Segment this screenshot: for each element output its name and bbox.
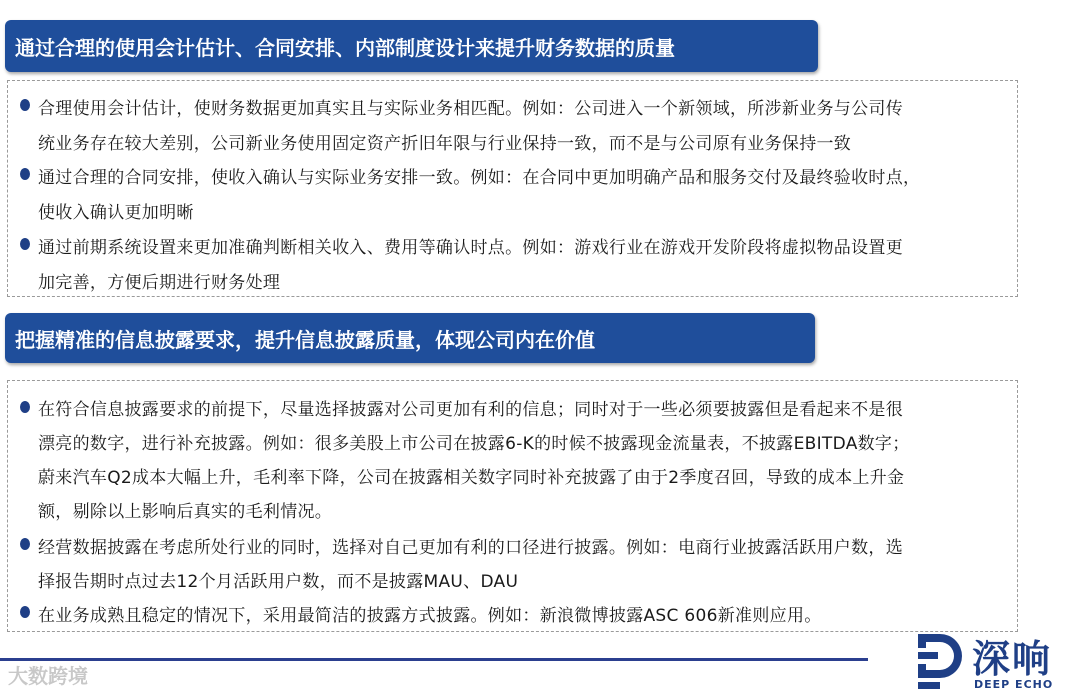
section1-header [5,20,818,72]
bullet-icon [20,168,30,180]
watermark: 大数跨境 [8,664,88,688]
bullet-icon [20,238,30,250]
bullet-text: 漂亮的数字，进行补充披露。例如：很多美股上市公司在披露6-K的时候不披露现金流量表，不披露EBITDA数字； [38,434,910,454]
bullet-text: 择报告期时点过去12个月活跃用户数，而不是披露MAU、DAU [38,572,519,592]
deep-echo-logo [914,630,1076,692]
section1-title: 通过合理的使用会计估计、合同安排、内部制度设计来提升财务数据的质量 [15,35,675,60]
bullet-text: 经营数据披露在考虑所处行业的同时，选择对自己更加有利的口径进行披露。例如：电商行业披露活跃用户数，选 [38,538,903,558]
bullet-text: 加完善，方便后期进行财务处理 [38,273,281,293]
bullet-icon [20,99,30,111]
bullet-text: 蔚来汽车Q2成本大幅上升，毛利率下降，公司在披露相关数字同时补充披露了由于2季度召回，导致的成本上升金 [38,468,905,488]
bullet-text: 使收入确认更加明晰 [38,203,194,223]
footer-divider [0,658,868,661]
bullet-text: 在符合信息披露要求的前提下，尽量选择披露对公司更加有利的信息；同时对于一些必须要披露但是看起来不是很 [38,400,903,420]
bullet-icon [20,538,30,550]
bullet-text: 合理使用会计估计，使财务数据更加真实且与实际业务相匹配。例如：公司进入一个新领域，所涉新业务与公司传 [38,99,903,119]
section2-header [5,313,815,363]
bullet-icon [20,606,30,618]
section2-title: 把握精准的信息披露要求，提升信息披露质量，体现公司内在价值 [15,327,595,352]
logo-text-en: DEEP ECHO [974,678,1054,691]
section1-box [7,80,1018,297]
bullet-text: 统业务存在较大差别，公司新业务使用固定资产折旧年限与行业保持一致，而不是与公司原有业务保持一致 [38,134,852,154]
bullet-text: 额，剔除以上影响后真实的毛利情况。 [38,502,333,522]
bullet-text: 通过前期系统设置来更加准确判断相关收入、费用等确认时点。例如：游戏行业在游戏开发阶段将虚拟物品设置更 [38,238,903,258]
bullet-icon [20,401,30,413]
bullet-text: 通过合理的合同安排，使收入确认与实际业务安排一致。例如：在合同中更加明确产品和服务交付及最终验收时点， [38,168,921,188]
logo-text-cn: 深响 [972,637,1053,681]
logo-mark-icon [914,630,966,692]
section2-box [7,380,1018,632]
bullet-text: 在业务成熟且稳定的情况下，采用最简洁的披露方式披露。例如：新浪微博披露ASC 606新准则应用。 [38,606,822,626]
